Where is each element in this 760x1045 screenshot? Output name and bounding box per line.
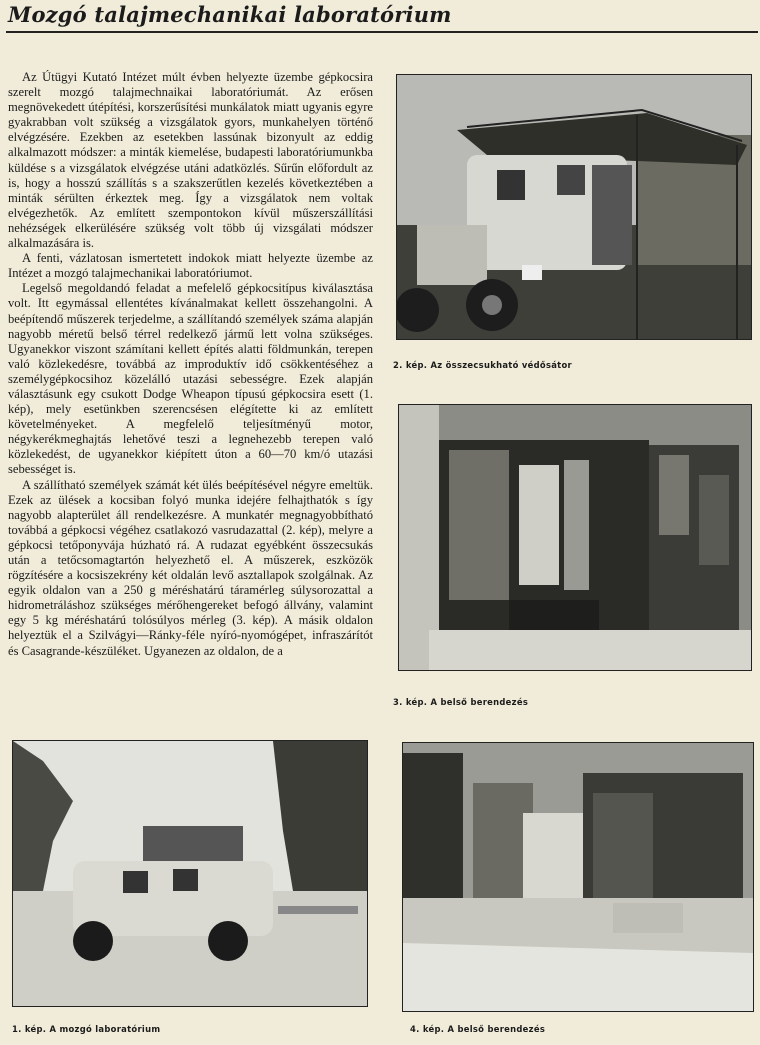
caption-photo-1: 1. kép. A mozgó laboratórium (12, 1024, 161, 1034)
photo-tent (396, 74, 752, 340)
paragraph: A fenti, vázlatosan ismertetett indokok miatt helyezte üzembe az Intézet a mozgó talajmechanikai laboratóriumot. (8, 251, 373, 281)
photo-mobile-lab (12, 740, 368, 1007)
paragraph: A szállítható személyek számát két ülés beépítésével négyre emeltük. Ezek az ülések a kocsiban folyó munka idejére felhajthatók s így nagyobb alapterület áll rendelkezésre. A munkatér megnagyobbítható továbbá a gépkocsi végéhez csatlakozó vasrudazattal (2. kép), melyre a gépkocsi tetőponyvája húzható rá. A rudazat egyébként összecsukás után a tetőcsomagtartón helyezhető el. A műszerek, eszközök rögzítésére a kocsiszekrény két oldalán levő asztallapok szolgálnak. Az egyik oldalon van a 250 g méréshatárú táramérleg súlysorozattal a hidrometráláshoz szükséges mérőhengereket befogó állvány, valamint egy 5 kg méréshatárú tolósúlyos mérleg (3. kép). A másik oldalon helyeztük el a Szilvágyi—Ránky-féle nyíró-nyomógépet, infraszárítót és Casagrande-készüléket. Ugyanezen az oldalon, de a (8, 477, 373, 658)
caption-photo-3: 3. kép. A belső berendezés (393, 697, 529, 707)
photo-interior-1 (398, 404, 752, 671)
title-rule (6, 31, 758, 33)
caption-photo-4: 4. kép. A belső berendezés (410, 1024, 546, 1034)
article-title: Mozgó talajmechanikai laboratórium (8, 2, 452, 27)
article-body (8, 70, 373, 659)
paragraph: Legelső megoldandó feladat a mefelelő gépkocsitípus kiválasztása volt. Itt egymással ellentétes kívánalmakat kellett összehangolni. A beépítendő műszerek terjedelme, a szállítandó személyek száma alapján nagyobb méretű belső térrel redelkező jármű lett volna szükséges. Ugyanekkor viszont számítani kellett építés alatti földmunkán, terepen való közlekedésre, továbbá az improduktív idő csökkentéséhez a személygépkocsihoz közelálló utazási sebességre. Ezek alapján választásunk egy csukott Dodge Wheapon típusú gépkocsira esett (1. kép), mely esetünkben szerencsésen elégítette ki az említett követelményeket. A megfelelő teljesítményű motor, négykerékmeghajtás lehetővé teszi a legnehezebb terepen való közlekedést, de ugyanekkor kiépített úton a 60—70 km/ó utazási sebességet is. (8, 281, 373, 477)
paragraph: Az Útügyi Kutató Intézet múlt évben helyezte üzembe gépkocsira szerelt mozgó talajmechnaikai laboratóriumát. Az erősen megnövekedett útépítési, korszerűsítési munkálatok miatt ugyanis egyre gyakrabban volt szükség a vizsgálatok gyors, munkahelyen történő elvégzésére. Ezekben az esetekben lassúnak bizonyult az eddig alkalmazott módszer: a minták kiemelése, budapesti laboratóriumunkba küldése s a vizsgálatok elvégzése utáni adatközlés. Sűrűn előfordult az is, hogy a hosszú szállítás s a szakszerűtlen kezelés következtében a minták sérülten érkeztek meg. Így a vizsgálatok nem voltak elvégezhetők. Az említett szempontokon kívül műszerszállítási nehézségek elkerülésére szükség volt több új vizsgálati módszer alkalmazására is. (8, 70, 373, 251)
photo-interior-2 (402, 742, 754, 1012)
caption-photo-2: 2. kép. Az összecsukható védősátor (393, 360, 572, 370)
